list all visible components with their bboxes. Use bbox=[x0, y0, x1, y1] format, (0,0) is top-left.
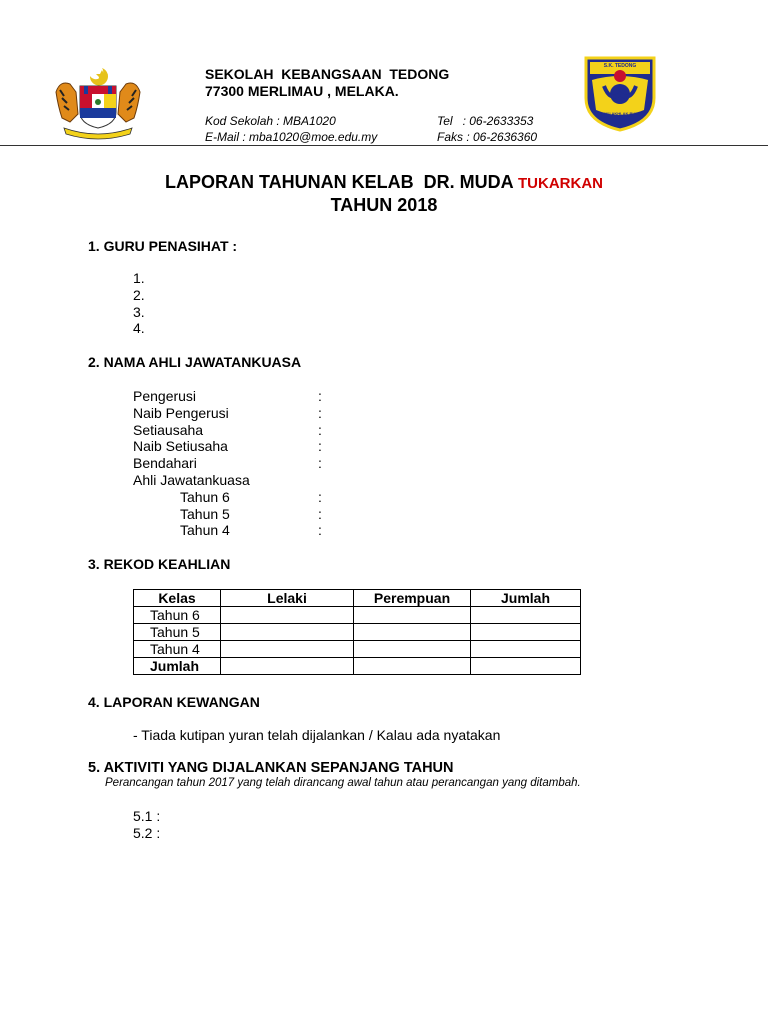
table-cell bbox=[354, 658, 471, 675]
table-cell bbox=[471, 641, 581, 658]
role-label: Naib Pengerusi bbox=[133, 404, 229, 421]
section1-heading: 1. GURU PENASIHAT : bbox=[88, 238, 238, 254]
colon: : bbox=[318, 522, 322, 539]
finance-text: - Tiada kutipan yuran telah dijalankan / Kalau ada nyatakan bbox=[133, 727, 501, 743]
school-code: Kod Sekolah : MBA1020 bbox=[205, 114, 336, 128]
school-logo-top-text: S.K. TEDONG bbox=[603, 63, 637, 69]
table-cell bbox=[354, 624, 471, 641]
role-label: Setiausaha bbox=[133, 421, 204, 438]
row-label: Tahun 5 bbox=[134, 624, 221, 641]
section5-note: Perancangan tahun 2017 yang telah dirancang awal tahun atau perancangan yang ditambah. bbox=[105, 777, 581, 789]
table-cell bbox=[221, 641, 354, 658]
role-label: Tahun 5 bbox=[180, 505, 230, 522]
colon: : bbox=[318, 455, 322, 472]
school-fax: Faks : 06-2636360 bbox=[437, 130, 538, 144]
table-cell bbox=[354, 641, 471, 658]
table-cell bbox=[221, 658, 354, 675]
section3-heading: 3. REKOD KEAHLIAN bbox=[88, 556, 231, 572]
row-label: Jumlah bbox=[134, 658, 221, 675]
school-logo bbox=[582, 54, 658, 132]
list-item: 5.2 : bbox=[133, 824, 161, 841]
role-label: Bendahari bbox=[133, 455, 197, 472]
role-label: Naib Setiusaha bbox=[133, 438, 228, 455]
report-title-main: LAPORAN TAHUNAN KELAB DR. MUDA bbox=[165, 172, 513, 192]
table-header-row bbox=[134, 590, 581, 607]
col-lelaki: Lelaki bbox=[221, 590, 354, 607]
colon: : bbox=[318, 488, 322, 505]
role-label: Tahun 4 bbox=[180, 522, 230, 539]
school-header bbox=[205, 66, 449, 100]
list-item: 1. bbox=[133, 270, 145, 286]
table-cell bbox=[471, 658, 581, 675]
colon: : bbox=[318, 404, 322, 421]
membership-table bbox=[133, 589, 581, 675]
section4-heading: 4. LAPORAN KEWANGAN bbox=[88, 694, 260, 710]
advisor-list bbox=[133, 270, 145, 337]
table-cell bbox=[471, 624, 581, 641]
table-cell bbox=[221, 607, 354, 624]
header-divider bbox=[0, 145, 768, 146]
coat-of-arms-logo bbox=[50, 62, 146, 140]
col-jumlah: Jumlah bbox=[471, 590, 581, 607]
activity-list bbox=[133, 808, 160, 842]
school-name: SEKOLAH KEBANGSAAN TEDONG bbox=[205, 66, 450, 82]
school-email: E-Mail : mba1020@moe.edu.my bbox=[205, 130, 378, 144]
role-label: Pengerusi bbox=[133, 388, 197, 404]
role-label: Ahli Jawatankuasa bbox=[133, 471, 250, 488]
table-row bbox=[134, 607, 581, 624]
role-label: Tahun 6 bbox=[180, 488, 230, 505]
report-year: TAHUN 2018 bbox=[330, 195, 438, 215]
school-contact-right bbox=[437, 113, 537, 145]
committee-colons bbox=[318, 388, 322, 539]
table-cell bbox=[471, 607, 581, 624]
list-item: 4. bbox=[133, 320, 145, 337]
list-item: 2. bbox=[133, 286, 145, 303]
committee-roles bbox=[133, 388, 250, 539]
school-contact-left bbox=[205, 113, 377, 145]
colon: : bbox=[318, 505, 322, 522]
table-row bbox=[134, 641, 581, 658]
list-item: 3. bbox=[133, 303, 145, 320]
tukarkan-note: TUKARKAN bbox=[518, 175, 603, 192]
colon: : bbox=[318, 421, 322, 438]
list-item: 5.1 : bbox=[133, 808, 161, 824]
col-kelas: Kelas bbox=[134, 590, 221, 607]
school-logo-bottom-text: ILMU AKHLAK BUDI bbox=[600, 111, 640, 116]
table-cell bbox=[221, 624, 354, 641]
school-address: 77300 MERLIMAU , MELAKA. bbox=[205, 83, 399, 99]
section2-heading: 2. NAMA AHLI JAWATANKUASA bbox=[88, 354, 302, 370]
colon: : bbox=[318, 438, 322, 455]
report-title bbox=[0, 172, 768, 193]
colon: : bbox=[318, 388, 322, 404]
col-perempuan: Perempuan bbox=[354, 590, 471, 607]
school-tel: Tel : 06-2633353 bbox=[437, 114, 534, 128]
table-cell bbox=[354, 607, 471, 624]
row-label: Tahun 6 bbox=[134, 607, 221, 624]
section5-heading: 5. AKTIVITI YANG DIJALANKAN SEPANJANG TAHUN bbox=[88, 760, 454, 776]
row-label: Tahun 4 bbox=[134, 641, 221, 658]
table-total-row bbox=[134, 658, 581, 675]
table-row bbox=[134, 624, 581, 641]
